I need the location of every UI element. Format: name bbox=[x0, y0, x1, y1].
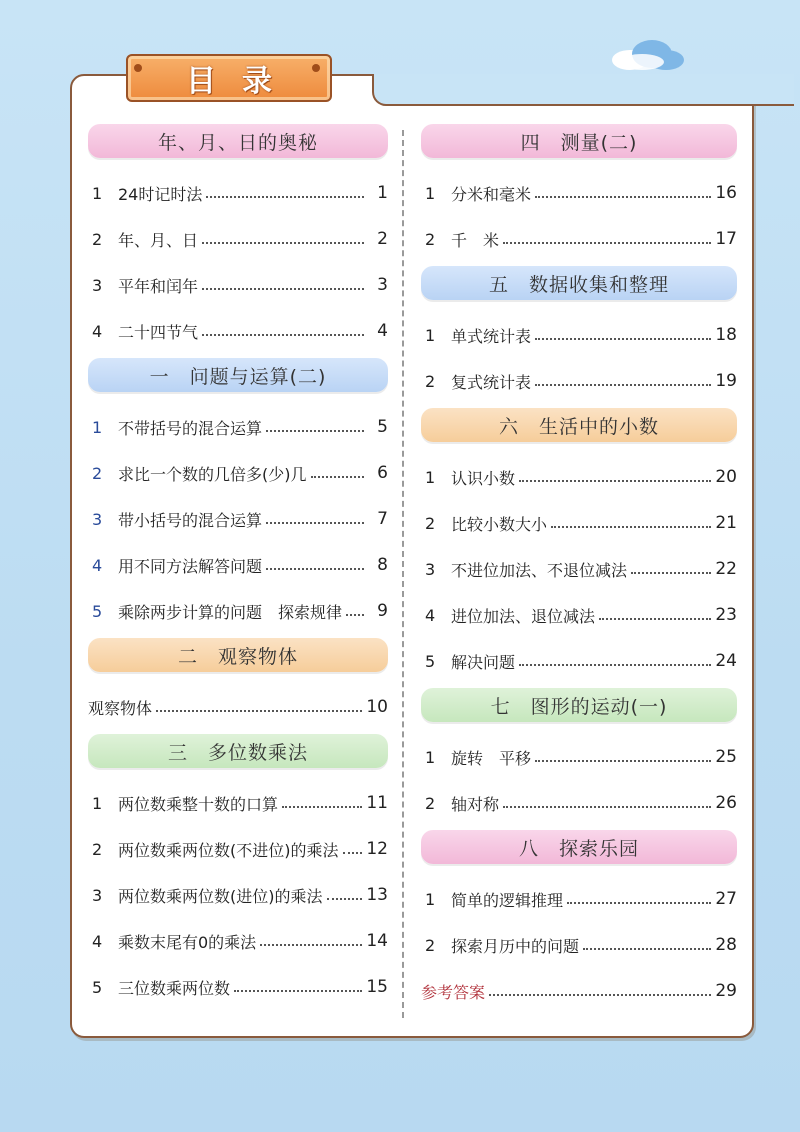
dot-leader bbox=[202, 242, 364, 244]
entry-page: 2 bbox=[377, 229, 388, 249]
entry-number: 2 bbox=[425, 935, 436, 955]
entry-page: 29 bbox=[715, 981, 737, 1001]
entry-title: 分米和毫米 bbox=[451, 184, 532, 204]
entry-page: 13 bbox=[366, 885, 388, 905]
dot-leader bbox=[599, 618, 711, 620]
dot-leader bbox=[503, 242, 711, 244]
toc-entry[interactable] bbox=[88, 262, 388, 308]
dot-leader bbox=[519, 664, 711, 666]
entry-number: 5 bbox=[92, 977, 103, 997]
toc-entry[interactable] bbox=[421, 546, 737, 592]
entry-page: 4 bbox=[377, 321, 388, 341]
entry-number: 2 bbox=[92, 229, 103, 249]
entry-page: 15 bbox=[366, 977, 388, 997]
entry-title: 观察物体 bbox=[88, 698, 153, 718]
dot-leader bbox=[202, 288, 364, 290]
toc-entry[interactable] bbox=[421, 170, 737, 216]
toc-entry[interactable] bbox=[421, 876, 737, 922]
entry-title: 两位数乘整十数的口算 bbox=[118, 794, 279, 814]
entry-number: 1 bbox=[425, 747, 436, 767]
dot-leader bbox=[551, 526, 711, 528]
dot-leader bbox=[535, 384, 711, 386]
section-header[interactable]: 五 数据收集和整理 bbox=[421, 266, 737, 300]
card-tab-notch bbox=[372, 74, 794, 106]
page-title: 目录 bbox=[186, 64, 298, 99]
entry-number: 1 bbox=[425, 467, 436, 487]
toc-entry[interactable] bbox=[88, 872, 388, 918]
dot-leader bbox=[343, 852, 363, 854]
entry-number: 1 bbox=[425, 183, 436, 203]
entry-title: 单式统计表 bbox=[451, 326, 532, 346]
entry-number: 1 bbox=[425, 325, 436, 345]
column-divider bbox=[402, 130, 404, 1018]
toc-entry[interactable] bbox=[421, 780, 737, 826]
entry-page: 9 bbox=[377, 601, 388, 621]
entry-title: 三位数乘两位数 bbox=[118, 978, 231, 998]
dot-leader bbox=[567, 902, 711, 904]
entry-number: 1 bbox=[92, 183, 103, 203]
dot-leader bbox=[311, 476, 365, 478]
toc-entry[interactable] bbox=[88, 170, 388, 216]
entry-title: 平年和闰年 bbox=[118, 276, 199, 296]
entry-number: 2 bbox=[92, 839, 103, 859]
toc-entry[interactable] bbox=[88, 496, 388, 542]
entry-number: 1 bbox=[92, 417, 103, 437]
dot-leader bbox=[519, 480, 711, 482]
entry-number: 2 bbox=[425, 513, 436, 533]
toc-entry[interactable] bbox=[421, 922, 737, 968]
entry-page: 7 bbox=[377, 509, 388, 529]
entry-page: 25 bbox=[715, 747, 737, 767]
entry-page: 20 bbox=[715, 467, 737, 487]
entry-title: 乘数末尾有0的乘法 bbox=[118, 932, 257, 952]
entry-page: 18 bbox=[715, 325, 737, 345]
toc-entry[interactable] bbox=[421, 500, 737, 546]
entry-title: 认识小数 bbox=[451, 468, 516, 488]
entry-title: 解决问题 bbox=[451, 652, 516, 672]
toc-entry[interactable] bbox=[88, 542, 388, 588]
entry-number: 3 bbox=[92, 275, 103, 295]
entry-title: 复式统计表 bbox=[451, 372, 532, 392]
entry-number: 3 bbox=[425, 559, 436, 579]
toc-entry[interactable] bbox=[421, 358, 737, 404]
entry-page: 11 bbox=[366, 793, 388, 813]
entry-page: 24 bbox=[715, 651, 737, 671]
toc-entry[interactable] bbox=[88, 918, 388, 964]
dot-leader bbox=[327, 898, 363, 900]
toc-entry[interactable] bbox=[88, 684, 388, 730]
toc-entry[interactable] bbox=[421, 312, 737, 358]
toc-entry[interactable] bbox=[421, 638, 737, 684]
section-header[interactable]: 七 图形的运动(一) bbox=[421, 688, 737, 722]
dot-leader bbox=[202, 334, 364, 336]
section-header[interactable]: 三 多位数乘法 bbox=[88, 734, 388, 768]
dot-leader bbox=[266, 522, 364, 524]
dot-leader bbox=[503, 806, 711, 808]
toc-entry[interactable] bbox=[421, 216, 737, 262]
entry-title: 用不同方法解答问题 bbox=[118, 556, 263, 576]
right-column bbox=[421, 120, 737, 1014]
entry-title: 探索月历中的问题 bbox=[451, 936, 580, 956]
dot-leader bbox=[346, 614, 364, 616]
entry-number: 3 bbox=[92, 885, 103, 905]
entry-number: 2 bbox=[425, 229, 436, 249]
entry-page: 14 bbox=[366, 931, 388, 951]
toc-entry[interactable] bbox=[421, 454, 737, 500]
entry-page: 5 bbox=[377, 417, 388, 437]
entry-page: 3 bbox=[377, 275, 388, 295]
entry-page: 8 bbox=[377, 555, 388, 575]
toc-entry[interactable] bbox=[88, 216, 388, 262]
entry-number: 2 bbox=[425, 371, 436, 391]
title-plate bbox=[126, 54, 332, 102]
entry-title: 乘除两步计算的问题 探索规律 bbox=[118, 602, 343, 622]
entry-page: 23 bbox=[715, 605, 737, 625]
rivet-icon bbox=[134, 64, 142, 72]
toc-entry[interactable] bbox=[88, 588, 388, 634]
entry-number: 2 bbox=[425, 793, 436, 813]
toc-entry[interactable] bbox=[88, 404, 388, 450]
entry-page: 19 bbox=[715, 371, 737, 391]
entry-title: 年、月、日 bbox=[118, 230, 199, 250]
toc-entry[interactable] bbox=[88, 308, 388, 354]
toc-entry[interactable] bbox=[88, 826, 388, 872]
entry-title: 不带括号的混合运算 bbox=[118, 418, 263, 438]
section-header[interactable]: 年、月、日的奥秘 bbox=[88, 124, 388, 158]
rivet-icon bbox=[312, 64, 320, 72]
entry-page: 26 bbox=[715, 793, 737, 813]
dot-leader bbox=[489, 994, 711, 996]
entry-title: 带小括号的混合运算 bbox=[118, 510, 263, 530]
entry-page: 17 bbox=[715, 229, 737, 249]
dot-leader bbox=[282, 806, 362, 808]
entry-number: 1 bbox=[92, 793, 103, 813]
entry-title: 旋转 平移 bbox=[451, 748, 532, 768]
entry-number: 1 bbox=[425, 889, 436, 909]
entry-page: 1 bbox=[377, 183, 388, 203]
entry-number: 4 bbox=[92, 931, 103, 951]
entry-number: 4 bbox=[92, 321, 103, 341]
entry-title: 进位加法、退位减法 bbox=[451, 606, 596, 626]
toc-entry[interactable] bbox=[421, 734, 737, 780]
entry-title: 两位数乘两位数(不进位)的乘法 bbox=[118, 840, 339, 860]
entry-page: 12 bbox=[366, 839, 388, 859]
entry-number: 5 bbox=[92, 601, 103, 621]
entry-title: 二十四节气 bbox=[118, 322, 199, 342]
toc-entry[interactable] bbox=[88, 780, 388, 826]
dot-leader bbox=[266, 568, 364, 570]
cloud-icon bbox=[608, 38, 688, 72]
toc-entry[interactable] bbox=[88, 964, 388, 1010]
entry-page: 28 bbox=[715, 935, 737, 955]
entry-page: 22 bbox=[715, 559, 737, 579]
section-header[interactable]: 四 测量(二) bbox=[421, 124, 737, 158]
dot-leader bbox=[234, 990, 362, 992]
entry-page: 10 bbox=[366, 697, 388, 717]
dot-leader bbox=[156, 710, 362, 712]
entry-title: 求比一个数的几倍多(少)几 bbox=[118, 464, 307, 484]
entry-title: 千 米 bbox=[451, 230, 500, 250]
section-header[interactable]: 八 探索乐园 bbox=[421, 830, 737, 864]
section-header[interactable]: 一 问题与运算(二) bbox=[88, 358, 388, 392]
entry-page: 16 bbox=[715, 183, 737, 203]
entry-title: 两位数乘两位数(进位)的乘法 bbox=[118, 886, 323, 906]
entry-title: 简单的逻辑推理 bbox=[451, 890, 564, 910]
left-column bbox=[88, 120, 388, 1010]
entry-title: 比较小数大小 bbox=[451, 514, 548, 534]
dot-leader bbox=[535, 196, 711, 198]
dot-leader bbox=[583, 948, 711, 950]
entry-page: 6 bbox=[377, 463, 388, 483]
entry-number: 2 bbox=[92, 463, 103, 483]
entry-number: 4 bbox=[92, 555, 103, 575]
entry-title: 不进位加法、不退位减法 bbox=[451, 560, 628, 580]
entry-title: 参考答案 bbox=[421, 982, 486, 1002]
entry-number: 5 bbox=[425, 651, 436, 671]
toc-entry[interactable] bbox=[421, 592, 737, 638]
dot-leader bbox=[206, 196, 364, 198]
dot-leader bbox=[631, 572, 711, 574]
section-header[interactable]: 六 生活中的小数 bbox=[421, 408, 737, 442]
answers-entry[interactable] bbox=[421, 968, 737, 1014]
dot-leader bbox=[266, 430, 364, 432]
entry-title: 24时记时法 bbox=[118, 184, 203, 204]
entry-page: 27 bbox=[715, 889, 737, 909]
section-header[interactable]: 二 观察物体 bbox=[88, 638, 388, 672]
entry-page: 21 bbox=[715, 513, 737, 533]
dot-leader bbox=[535, 338, 711, 340]
entry-title: 轴对称 bbox=[451, 794, 500, 814]
entry-number: 3 bbox=[92, 509, 103, 529]
entry-number: 4 bbox=[425, 605, 436, 625]
dot-leader bbox=[535, 760, 711, 762]
toc-entry[interactable] bbox=[88, 450, 388, 496]
dot-leader bbox=[260, 944, 362, 946]
